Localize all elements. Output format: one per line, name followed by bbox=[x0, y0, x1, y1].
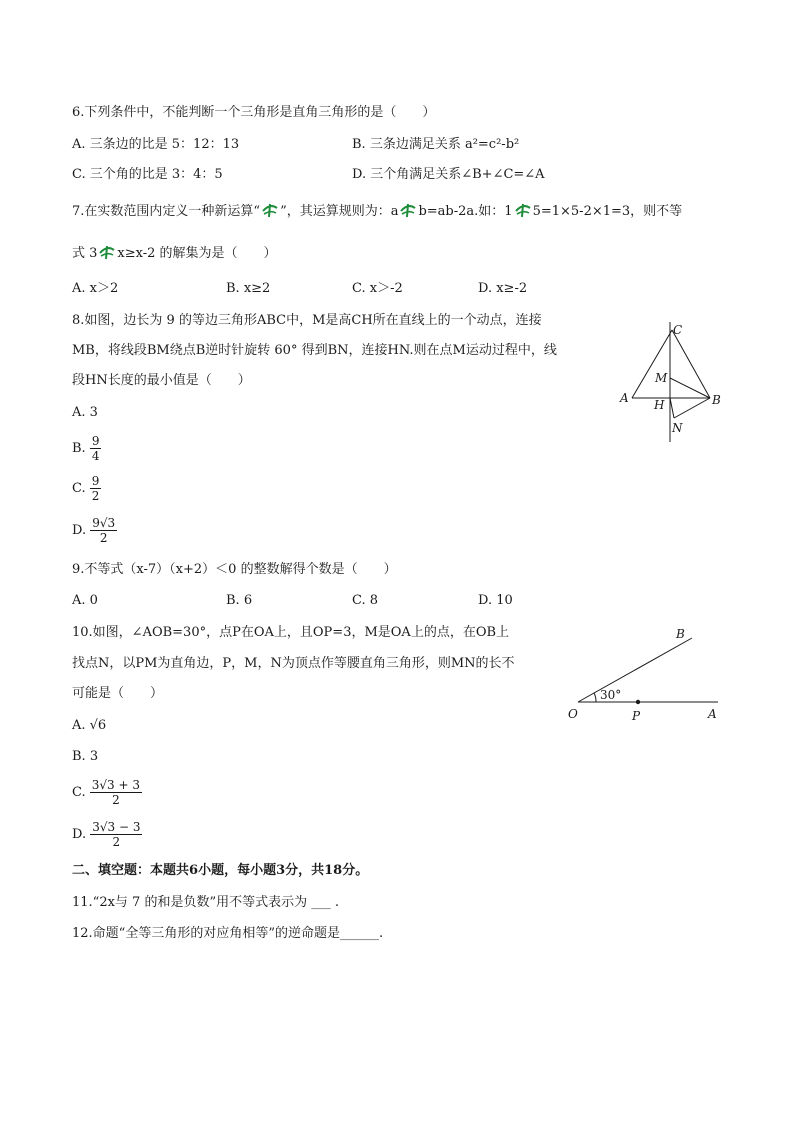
q6-option-c: C. 三个角的比是 3：4：5 bbox=[72, 167, 223, 182]
segment-cb bbox=[672, 330, 710, 398]
q10-stem-line3: 可能是（ ） bbox=[72, 686, 164, 701]
q10-option-d-fraction bbox=[90, 820, 142, 849]
fraction-numerator: 9 bbox=[91, 474, 100, 488]
q8-option-b-fraction bbox=[90, 434, 102, 463]
custom-operator-icon bbox=[97, 244, 117, 260]
label-m: M bbox=[655, 371, 668, 385]
label-p: P bbox=[632, 709, 641, 723]
q9-option-a: A. 0 bbox=[72, 593, 98, 608]
q7-stem-line2 bbox=[72, 244, 277, 263]
fraction-numerator: 3√3 + 3 bbox=[91, 778, 140, 792]
q10-option-b: B. 3 bbox=[72, 749, 99, 764]
q7-option-c: C. x＞-2 bbox=[352, 281, 403, 296]
label-a: A bbox=[620, 391, 629, 405]
q10-angle-figure bbox=[562, 624, 732, 724]
q6-option-d: D. 三个角满足关系∠B+∠C=∠A bbox=[352, 167, 545, 182]
fraction-numerator: 9 bbox=[91, 434, 100, 448]
label-angle: 30° bbox=[600, 688, 622, 702]
q9-stem: 9.不等式（x-7）（x+2）＜0 的整数解得个数是（ ） bbox=[72, 562, 397, 577]
fraction-denominator: 2 bbox=[91, 489, 100, 503]
q7-stem-part3: b=ab-2a.如：1 bbox=[418, 204, 513, 219]
angle-arc bbox=[594, 693, 596, 702]
q8-option-d-fraction bbox=[90, 516, 117, 545]
ray-ob bbox=[578, 638, 692, 702]
q8-option-c-label: C. bbox=[72, 481, 86, 496]
q8-stem-line3: 段HN长度的最小值是（ ） bbox=[72, 373, 251, 388]
q8-option-a: A. 3 bbox=[72, 405, 98, 420]
q8-triangle-figure bbox=[612, 316, 728, 446]
section-heading-points: 3 bbox=[276, 863, 286, 878]
section-heading-total: 18 bbox=[324, 863, 343, 878]
q10-option-c bbox=[72, 778, 142, 807]
q7-stem-part4: 5=1×5-2×1=3，则不等 bbox=[532, 204, 683, 219]
q10-stem-line1: 10.如图，∠AOB=30°，点P在OA上，且OP=3，M是OA上的点，在OB上 bbox=[72, 625, 510, 640]
q8-option-d bbox=[72, 516, 117, 545]
q7-stem bbox=[72, 202, 682, 221]
segment-ac bbox=[632, 330, 672, 398]
q10-option-d-label: D. bbox=[72, 827, 87, 842]
q11-stem: 11.“2x与 7 的和是负数”用不等式表示为 ___ . bbox=[72, 895, 340, 910]
q8-option-b bbox=[72, 434, 101, 463]
label-b: B bbox=[712, 393, 721, 407]
q10-stem-line2: 找点N，以PM为直角边，P，M，N为顶点作等腰直角三角形，则MN的长不 bbox=[72, 656, 515, 671]
section-heading-count: 6 bbox=[189, 863, 199, 878]
fraction-numerator: 9√3 bbox=[92, 516, 116, 530]
fraction-denominator: 2 bbox=[112, 835, 121, 849]
q10-option-c-fraction bbox=[90, 778, 142, 807]
q7-stem-part1: 7.在实数范围内定义一种新运算“ bbox=[72, 204, 261, 219]
q7-option-a: A. x＞2 bbox=[72, 281, 119, 296]
label-b: B bbox=[676, 627, 685, 641]
q6-option-a: A. 三条边的比是 5：12：13 bbox=[72, 137, 240, 152]
q7-stem-part2: ”，其运算规则为：a bbox=[280, 204, 399, 219]
q12-stem: 12.命题“全等三角形的对应角相等”的逆命题是______. bbox=[72, 926, 384, 941]
segment-bn bbox=[674, 398, 710, 418]
q8-option-d-label: D. bbox=[72, 523, 87, 538]
q7-line2-part2: x≥x-2 的解集为是（ ） bbox=[117, 246, 277, 261]
q7-line2-part1: 式 3 bbox=[72, 246, 98, 261]
custom-operator-icon bbox=[260, 202, 280, 218]
label-c: C bbox=[673, 323, 683, 337]
custom-operator-icon bbox=[513, 202, 533, 218]
section-heading-part1: 二、填空题：本题共 bbox=[72, 863, 190, 878]
q10-option-c-label: C. bbox=[72, 785, 86, 800]
section-heading-part3: 分，共 bbox=[285, 863, 325, 878]
q10-option-d bbox=[72, 820, 142, 849]
label-h: H bbox=[654, 398, 665, 412]
fraction-denominator: 2 bbox=[99, 531, 108, 545]
q9-option-b: B. 6 bbox=[226, 593, 253, 608]
custom-operator-icon bbox=[398, 202, 418, 218]
q8-stem-line2: MB，将线段BM绕点B逆时针旋转 60° 得到BN，连接HN.则在点M运动过程中，线 bbox=[72, 343, 557, 358]
segment-hn bbox=[670, 398, 674, 418]
q8-stem-line1: 8.如图，边长为 9 的等边三角形ABC中，M是高CH所在直线上的一个动点，连接 bbox=[72, 313, 542, 328]
q7-option-d: D. x≥-2 bbox=[478, 281, 528, 296]
q6-stem: 6.下列条件中，不能判断一个三角形是直角三角形的是（ ） bbox=[72, 105, 436, 120]
q8-option-c-fraction bbox=[90, 474, 102, 503]
q10-option-a: A. √6 bbox=[72, 718, 107, 733]
label-n: N bbox=[672, 421, 683, 435]
fraction-denominator: 2 bbox=[112, 793, 120, 807]
q8-option-c bbox=[72, 474, 101, 503]
point-p bbox=[636, 700, 640, 704]
q9-option-d: D. 10 bbox=[478, 593, 513, 608]
q8-option-b-label: B. bbox=[72, 441, 86, 456]
section-heading-part2: 小题，每小题 bbox=[198, 863, 277, 878]
section-heading-part4: 分。 bbox=[342, 863, 369, 878]
label-o: O bbox=[568, 707, 578, 721]
fraction-numerator: 3√3 − 3 bbox=[92, 820, 141, 834]
fraction-denominator: 4 bbox=[91, 449, 100, 463]
q7-option-b: B. x≥2 bbox=[226, 281, 271, 296]
q6-option-b: B. 三条边满足关系 a²=c²-b² bbox=[352, 137, 520, 152]
q9-option-c: C. 8 bbox=[352, 593, 379, 608]
section-heading bbox=[72, 862, 368, 880]
label-a: A bbox=[708, 707, 717, 721]
